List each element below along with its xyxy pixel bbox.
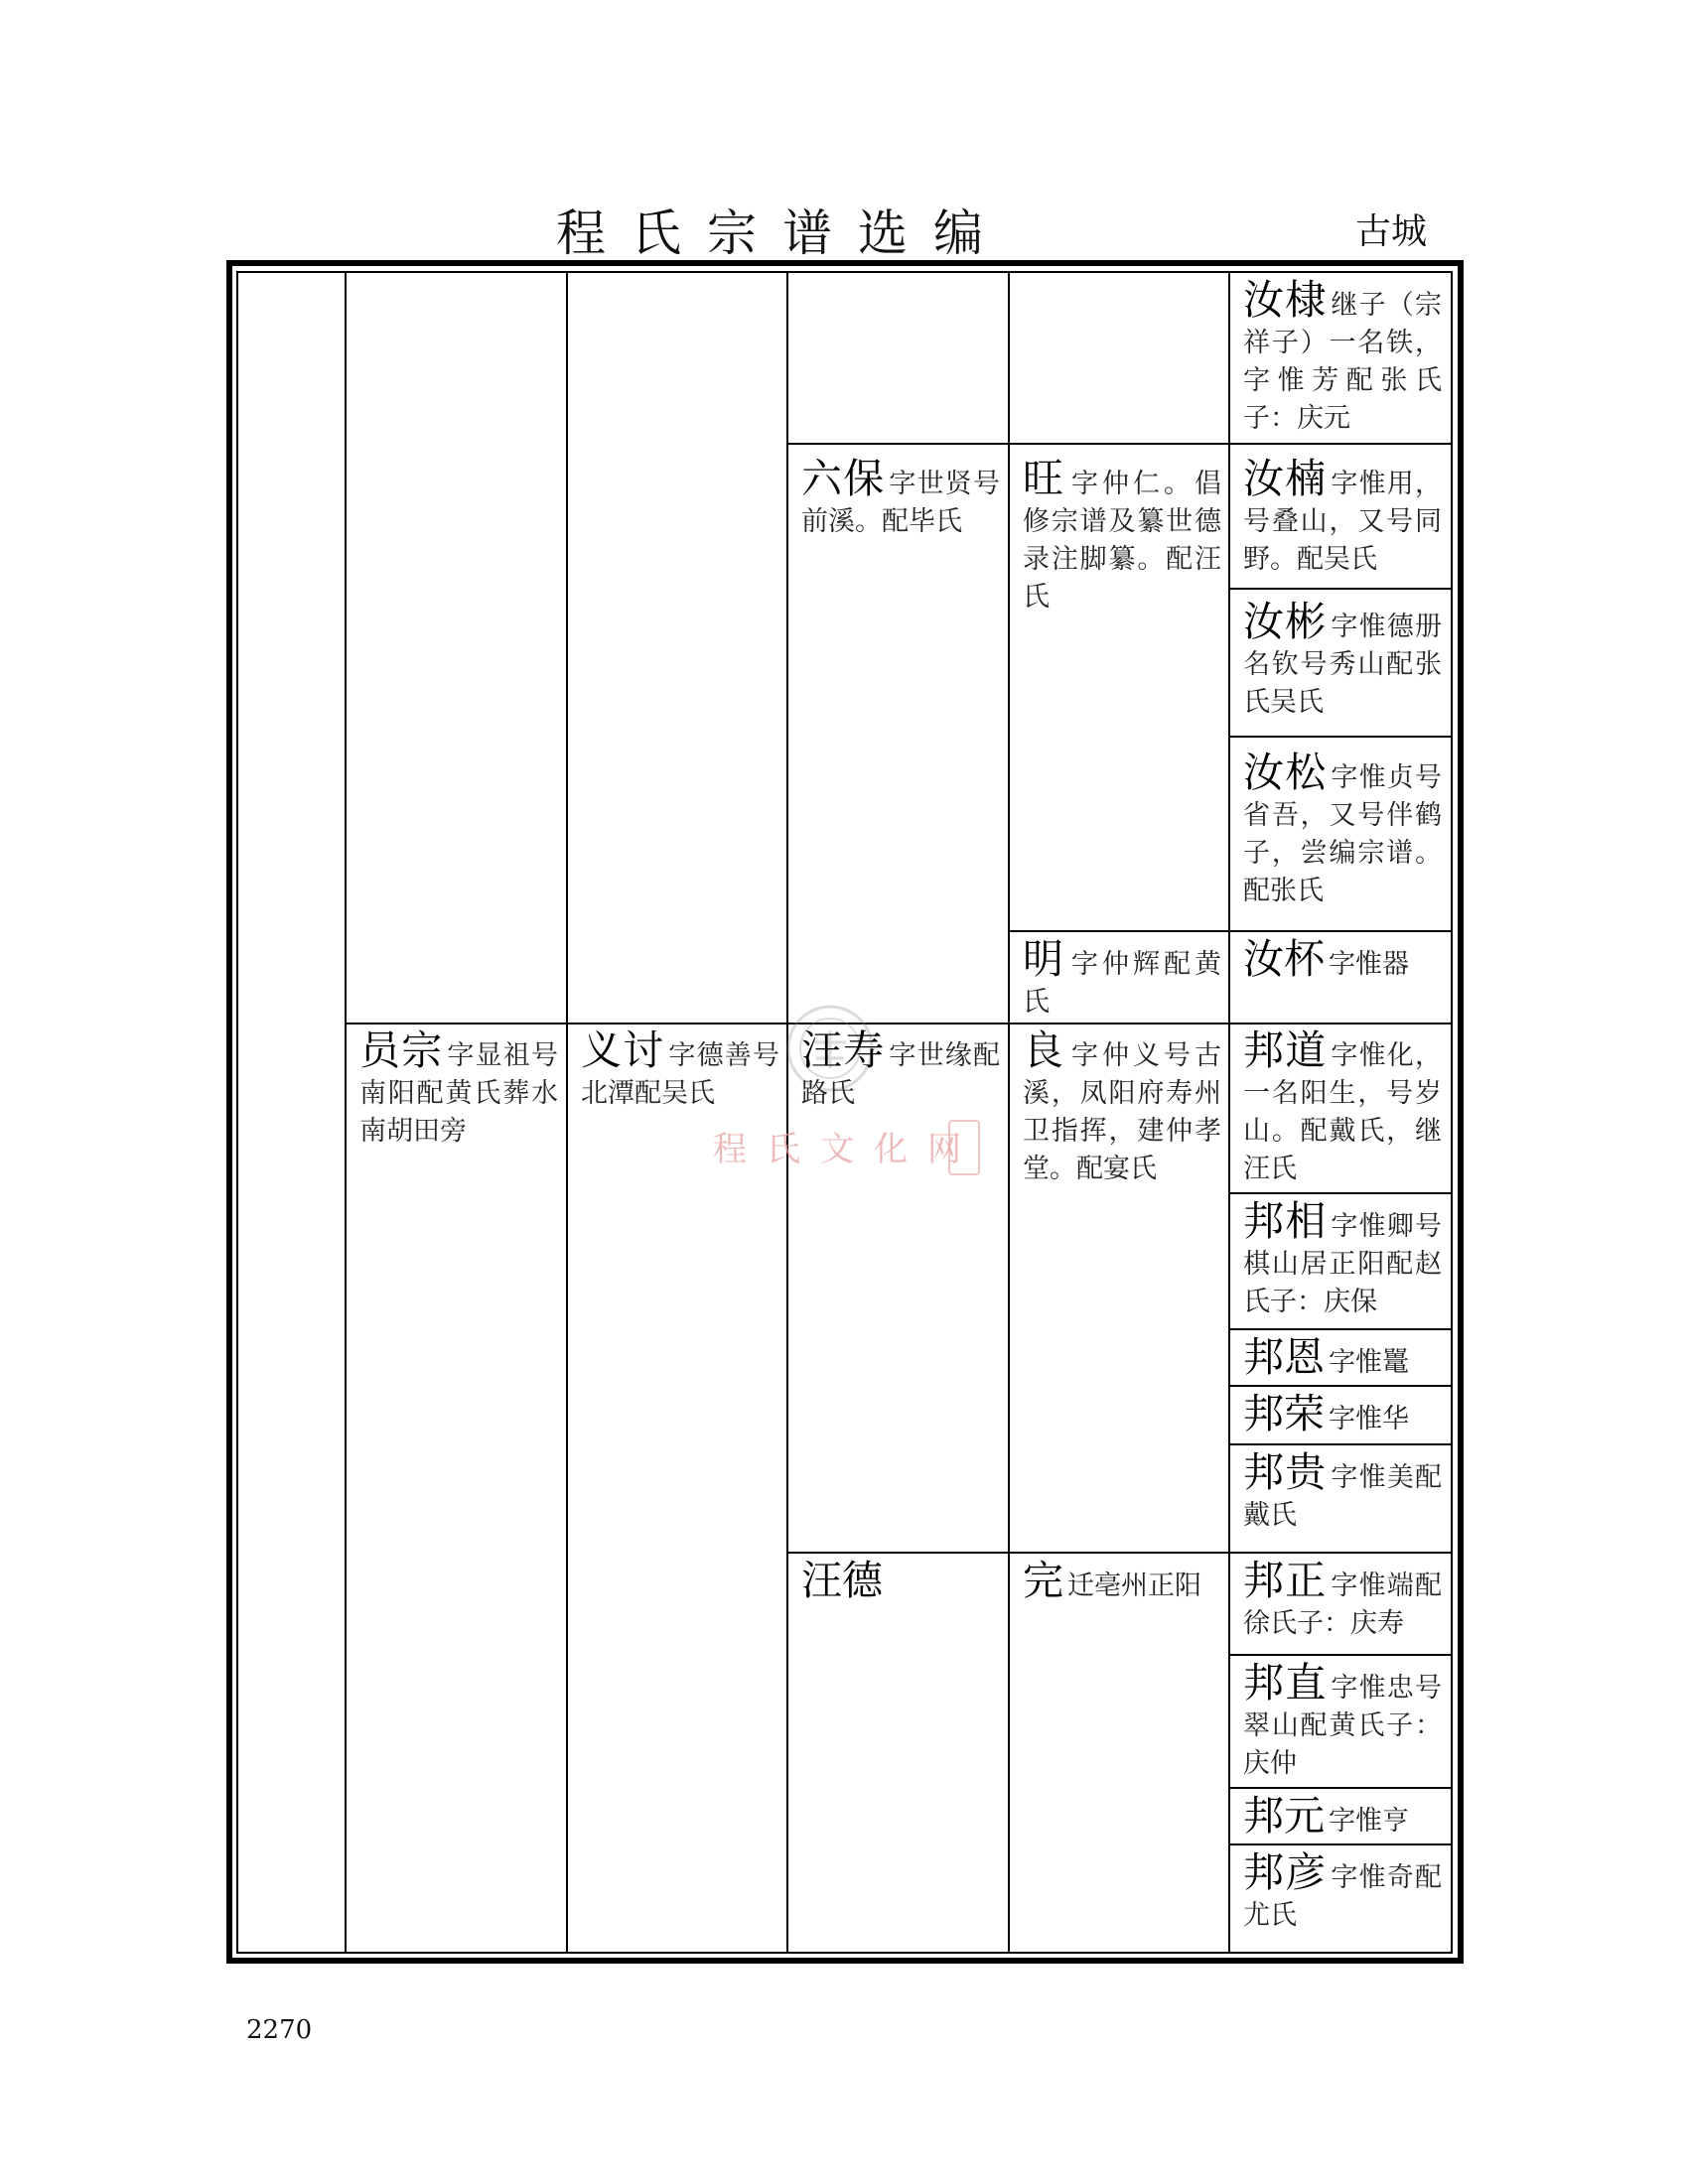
watermark-text: 程氏文化网 xyxy=(713,1130,981,1169)
entry-text: 字惟奇配尤氏 xyxy=(1243,1862,1443,1931)
entry-text: 字惟华 xyxy=(1329,1404,1409,1434)
entry-text: 字惟鼍 xyxy=(1329,1347,1409,1378)
column-divider xyxy=(1008,271,1010,1954)
entry-name: 汝松 xyxy=(1243,749,1328,796)
entry-text: 字仲义号古溪，凤阳府寿州卫指挥，建仲孝堂。配宴氏 xyxy=(1023,1040,1221,1184)
entry-name: 六保 xyxy=(801,455,886,502)
entry-bangen xyxy=(1243,1335,1442,1382)
entry-name: 邦恩 xyxy=(1243,1333,1325,1381)
row-divider xyxy=(345,1023,1453,1024)
entry-name: 完 xyxy=(1023,1557,1063,1604)
row-divider xyxy=(1008,930,1453,932)
row-divider xyxy=(1228,1385,1453,1387)
entry-text: 字惟化，一名阳生，号岁山。配戴氏，继汪氏 xyxy=(1243,1040,1443,1184)
entry-liubao xyxy=(801,457,1000,541)
column-divider xyxy=(786,271,788,1954)
row-divider xyxy=(1228,588,1453,590)
entry-text: 字德善号北潭配吴氏 xyxy=(581,1040,780,1109)
entry-name: 明 xyxy=(1023,935,1067,983)
entry-text: 字惟用，号叠山，又号同野。配吴氏 xyxy=(1243,469,1443,575)
entry-rubin xyxy=(1243,600,1442,722)
entry-rusong xyxy=(1243,751,1442,910)
entry-bangyuan xyxy=(1243,1794,1442,1841)
row-divider xyxy=(1228,1192,1453,1194)
entry-name: 良 xyxy=(1023,1026,1067,1074)
entry-name: 邦道 xyxy=(1243,1026,1328,1074)
row-divider xyxy=(1228,736,1453,738)
entry-text: 字仲辉配黄氏 xyxy=(1023,949,1221,1018)
entry-bangzheng xyxy=(1243,1559,1442,1643)
page-number: 2270 xyxy=(246,2015,313,2045)
row-divider xyxy=(1228,1654,1453,1656)
entry-text: 字惟端配徐氏子：庆寿 xyxy=(1243,1570,1443,1639)
entry-text: 字世缘配路氏 xyxy=(801,1040,1001,1109)
entry-name: 邦元 xyxy=(1243,1792,1325,1840)
entry-text: 字显祖号南阳配黄氏葬水南胡田旁 xyxy=(359,1040,559,1147)
entry-rudi xyxy=(1243,278,1442,438)
column-divider xyxy=(1228,271,1230,1954)
entry-ming xyxy=(1023,937,1221,1022)
entry-name: 邦荣 xyxy=(1243,1390,1325,1437)
entry-wang xyxy=(1023,457,1221,616)
entry-wan xyxy=(1023,1559,1221,1605)
entry-text: 字惟卿号棋山居正阳配赵氏子：庆保 xyxy=(1243,1211,1443,1317)
entry-wangde xyxy=(801,1559,1000,1605)
entry-yuanzong xyxy=(359,1028,558,1151)
entry-text: 字世贤号前溪。配毕氏 xyxy=(801,469,1001,537)
entry-name: 汪德 xyxy=(801,1557,883,1604)
watermark-stamp-icon xyxy=(948,1120,980,1175)
entry-text: 字惟德册名钦号秀山配张氏吴氏 xyxy=(1243,612,1443,718)
entry-text: 字惟亨 xyxy=(1329,1806,1409,1837)
entry-text: 字仲仁。倡修宗谱及纂世德录注脚纂。配汪氏 xyxy=(1023,469,1221,613)
page-title: 程氏宗谱选编 xyxy=(556,205,1009,262)
row-divider xyxy=(1228,1443,1453,1445)
entry-banggui xyxy=(1243,1450,1442,1535)
entry-name: 汝棣 xyxy=(1243,276,1328,324)
entry-name: 旺 xyxy=(1023,455,1067,502)
row-divider xyxy=(786,443,1453,445)
entry-wangshou xyxy=(801,1028,1000,1113)
place-label: 古城 xyxy=(1355,211,1428,252)
entry-bangdao xyxy=(1243,1028,1442,1188)
entry-text: 字惟器 xyxy=(1329,949,1409,980)
entry-text: 字惟忠号翠山配黄氏子：庆仲 xyxy=(1243,1673,1443,1779)
row-divider xyxy=(1228,1787,1453,1789)
entry-text: 字惟美配戴氏 xyxy=(1243,1462,1443,1531)
entry-name: 邦相 xyxy=(1243,1197,1328,1245)
entry-rubei xyxy=(1243,937,1442,984)
entry-bangrong xyxy=(1243,1392,1442,1438)
entry-yitao xyxy=(581,1028,779,1113)
entry-name: 邦正 xyxy=(1243,1557,1328,1604)
entry-text: 迁亳州正阳 xyxy=(1067,1570,1201,1601)
entry-name: 邦直 xyxy=(1243,1659,1328,1706)
entry-name: 汝楠 xyxy=(1243,455,1328,502)
entry-bangzhi xyxy=(1243,1661,1442,1783)
entry-name: 汪寿 xyxy=(801,1026,886,1074)
entry-name: 义讨 xyxy=(581,1026,665,1074)
column-divider xyxy=(345,271,347,1954)
entry-runan xyxy=(1243,457,1442,579)
entry-name: 汝彬 xyxy=(1243,598,1328,645)
entry-bangyan xyxy=(1243,1850,1442,1935)
row-divider xyxy=(1228,1328,1453,1330)
row-divider xyxy=(786,1552,1453,1554)
entry-name: 邦贵 xyxy=(1243,1448,1328,1496)
entry-bangxiang xyxy=(1243,1199,1442,1321)
entry-name: 员宗 xyxy=(359,1026,444,1074)
entry-text: 继子（宗祥子）一名铁，字惟芳配张氏子：庆元 xyxy=(1243,290,1443,434)
row-divider xyxy=(1228,1843,1453,1845)
entry-text: 字惟贞号省吾，又号伴鹤子，尝编宗谱。配张氏 xyxy=(1243,762,1443,906)
entry-name: 汝杯 xyxy=(1243,935,1325,983)
entry-liang xyxy=(1023,1028,1221,1188)
column-divider xyxy=(566,271,568,1954)
entry-name: 邦彦 xyxy=(1243,1848,1328,1896)
